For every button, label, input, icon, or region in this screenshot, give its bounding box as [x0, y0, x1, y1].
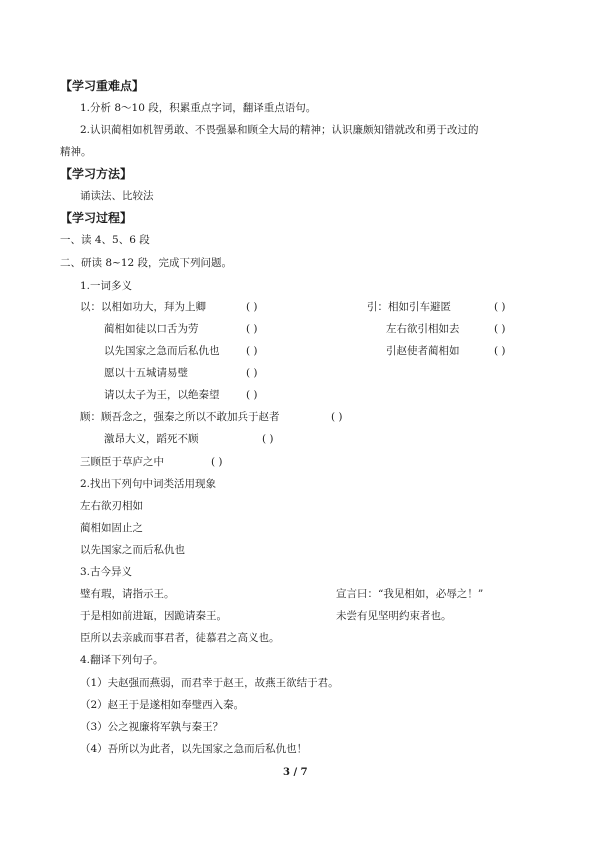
answer-blank[interactable]: ( ) [494, 301, 506, 313]
answer-blank[interactable]: ( ) [246, 367, 258, 379]
q3-sentence-2: 宣言曰：“我见相如，必辱之！” [336, 588, 484, 600]
answer-blank[interactable]: ( ) [494, 345, 506, 357]
q3-title: 3.古今异义 [80, 566, 133, 578]
q1-gu-2: 激昂大义，蹈死不顾 [104, 433, 199, 445]
answer-blank[interactable]: ( ) [494, 323, 506, 335]
key-point-2-line1: 2.认识蔺相如机智勇敢、不畏强暴和顾全大局的精神；认识廉颇知错就改和勇于改过的 [80, 124, 479, 136]
q1-yi-5: 请以太子为王，以绝秦望 [104, 389, 220, 401]
q1-yin-1: 引：相如引车避匿 [367, 301, 451, 313]
q3-sentence-3: 于是相如前进缻，因跪请秦王。 [80, 610, 227, 622]
answer-blank[interactable]: ( ) [246, 301, 258, 313]
q3-sentence-5: 臣所以去亲戚而事君者，徒慕君之高义也。 [80, 632, 280, 644]
page-number: 3 / 7 [283, 767, 308, 778]
process-step-2: 二、研读 8~12 段，完成下列问题。 [60, 257, 233, 269]
process-step-1: 一、读 4、5、6 段 [60, 234, 150, 246]
q2-sentence-2: 蔺相如固止之 [80, 522, 143, 534]
key-points-heading: 【学习重难点】 [60, 79, 145, 93]
answer-blank[interactable]: ( ) [331, 411, 343, 423]
answer-blank[interactable]: ( ) [262, 433, 274, 445]
q1-yin-2: 左右欲引相如去 [386, 323, 460, 335]
q3-sentence-4: 未尝有见坚明约束者也。 [336, 610, 452, 622]
method-heading: 【学习方法】 [60, 167, 133, 181]
answer-blank[interactable]: ( ) [246, 345, 258, 357]
key-point-1: 1.分析 8～10 段，积累重点字词，翻译重点语句。 [80, 102, 317, 114]
q1-yi-2: 蔺相如徒以口舌为劳 [104, 323, 199, 335]
method-text: 诵读法、比较法 [80, 190, 154, 202]
q1-gu-1: 顾：顾吾念之，强秦之所以不敢加兵于赵者 [80, 411, 280, 423]
q2-title: 2.找出下列句中词类活用现象 [80, 478, 217, 490]
q4-sentence-4: （4）吾所以为此者，以先国家之急而后私仇也！ [80, 743, 308, 755]
answer-blank[interactable]: ( ) [246, 389, 258, 401]
q1-gu-3: 三顾臣于草庐之中 [80, 456, 164, 468]
q1-yi-4: 愿以十五城请易璧 [104, 367, 188, 379]
q1-yi-3: 以先国家之急而后私仇也 [104, 345, 220, 357]
key-point-2-line2: 精神。 [60, 146, 92, 158]
q4-sentence-3: （3）公之视廉将军孰与秦王？ [80, 721, 224, 733]
process-heading: 【学习过程】 [60, 211, 133, 225]
q4-title: 4.翻译下列句子。 [80, 654, 164, 666]
q2-sentence-3: 以先国家之而后私仇也 [80, 544, 185, 556]
q1-title: 1.一词多义 [80, 280, 133, 292]
q2-sentence-1: 左右欲刃相如 [80, 500, 143, 512]
q4-sentence-2: （2）赵王于是遂相如奉璧西入秦。 [80, 699, 245, 711]
q3-sentence-1: 璧有瑕，请指示王。 [80, 588, 175, 600]
q1-yi-1: 以：以相如功大，拜为上卿 [80, 301, 206, 313]
answer-blank[interactable]: ( ) [246, 323, 258, 335]
q4-sentence-1: （1）夫赵强而燕弱，而君幸于赵王，故燕王欲结于君。 [80, 677, 339, 689]
q1-yin-3: 引赵使者蔺相如 [386, 345, 460, 357]
answer-blank[interactable]: ( ) [211, 456, 223, 468]
